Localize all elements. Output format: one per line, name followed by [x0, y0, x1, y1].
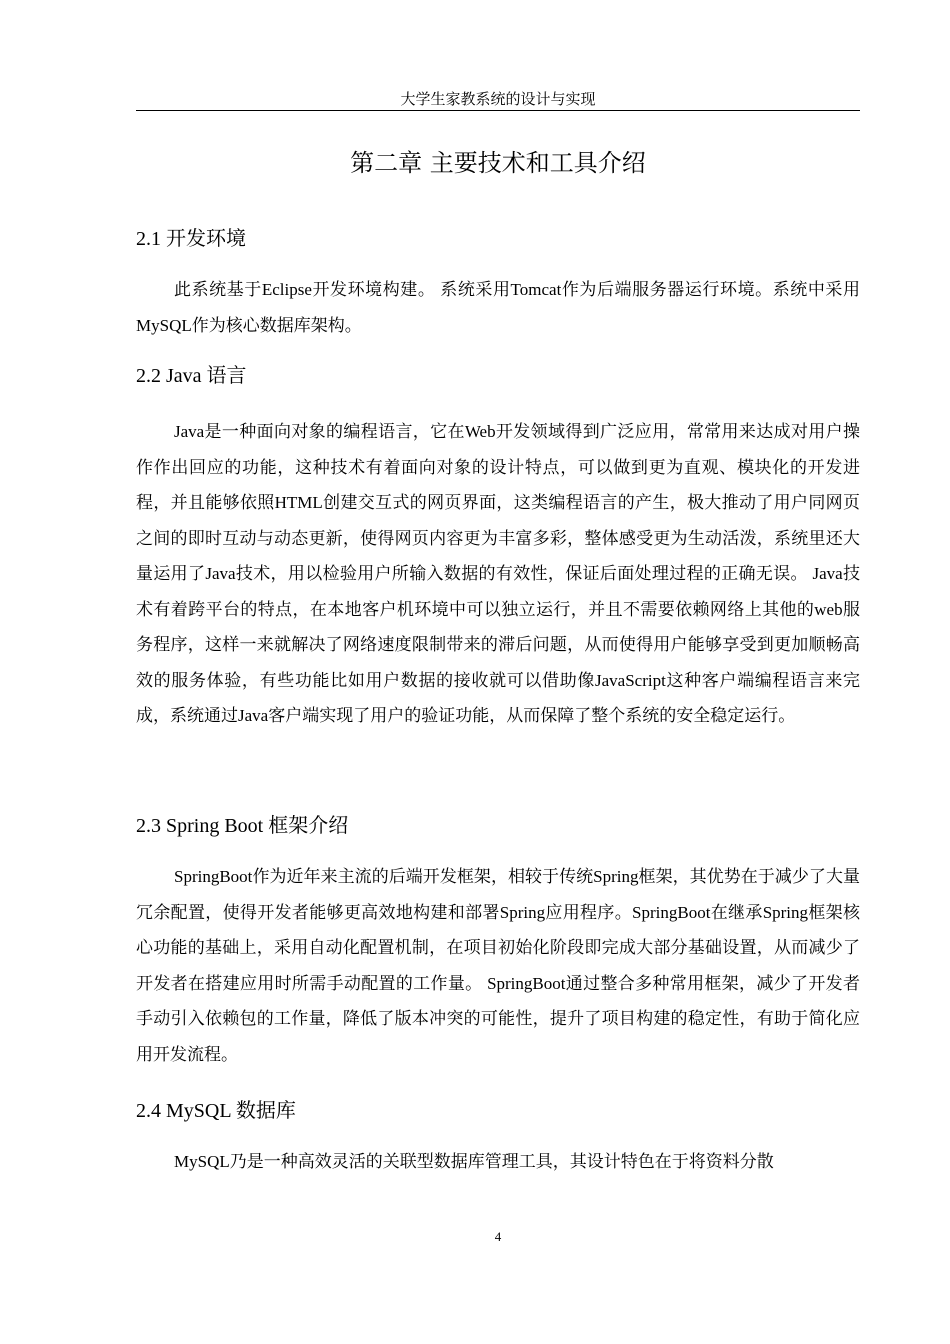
running-header: 大学生家教系统的设计与实现: [400, 92, 596, 108]
section-heading-2-4: 2.4 MySQL 数据库: [136, 1100, 296, 1122]
paragraph-2-2: Java是一种面向对象的编程语言，它在Web开发领域得到广泛应用，常常用来达成对用户操作作出回应的功能，这种技术有着面向对象的设计特点，可以做到更为直观、模块化的开发进程，并且能够依照HTML创建交互式的网页界面，这类编程语言的产生，极大推动了用户同网页之间的即时互动与动态更新，使得网页内容更为丰富多彩，整体感受更为生动活泼，系统里还大量运用了Java技术，用以检验用户所输入数据的有效性，保证后面处理过程的正确无误。 Java技术有着跨平台的特点，在本地客户机环境中可以独立运行，并且不需要依赖网络上其他的web服务程序，这样一来就解决了网络速度限制带来的滞后问题，从而使得用户能够享受到更加顺畅高效的服务体验，有些功能比如用户数据的接收就可以借助像JavaScript这种客户端编程语言来完成，系统通过Java客户端实现了用户的验证功能，从而保障了整个系统的安全稳定运行。: [136, 422, 860, 725]
paragraph-2-3: SpringBoot作为近年来主流的后端开发框架，相较于传统Spring框架，其优势在于减少了大量冗余配置，使得开发者能够更高效地构建和部署Spring应用程序。SpringBoot在继承Spring框架核心功能的基础上，采用自动化配置机制，在项目初始化阶段即完成大部分基础设置，从而减少了开发者在搭建应用时所需手动配置的工作量。 SpringBoot通过整合多种常用框架，减少了开发者手动引入依赖包的工作量，降低了版本冲突的可能性，提升了项目构建的稳定性，有助于简化应用开发流程。: [136, 867, 860, 1064]
paragraph-2-4: MySQL乃是一种高效灵活的关联型数据库管理工具，其设计特色在于将资料分散: [174, 1152, 774, 1171]
section-heading-2-3: 2.3 Spring Boot 框架介绍: [136, 815, 349, 837]
header-rule: [136, 110, 860, 111]
section-heading-2-2: 2.2 Java 语言: [136, 365, 247, 387]
chapter-title: 第二章 主要技术和工具介绍: [350, 149, 646, 177]
section-heading-2-1: 2.1 开发环境: [136, 228, 246, 250]
paragraph-2-1: 此系统基于Eclipse开发环境构建。 系统采用Tomcat作为后端服务器运行环境。系统中采用MySQL作为核心数据库架构。: [136, 280, 860, 335]
page-number: 4: [494, 1229, 502, 1244]
